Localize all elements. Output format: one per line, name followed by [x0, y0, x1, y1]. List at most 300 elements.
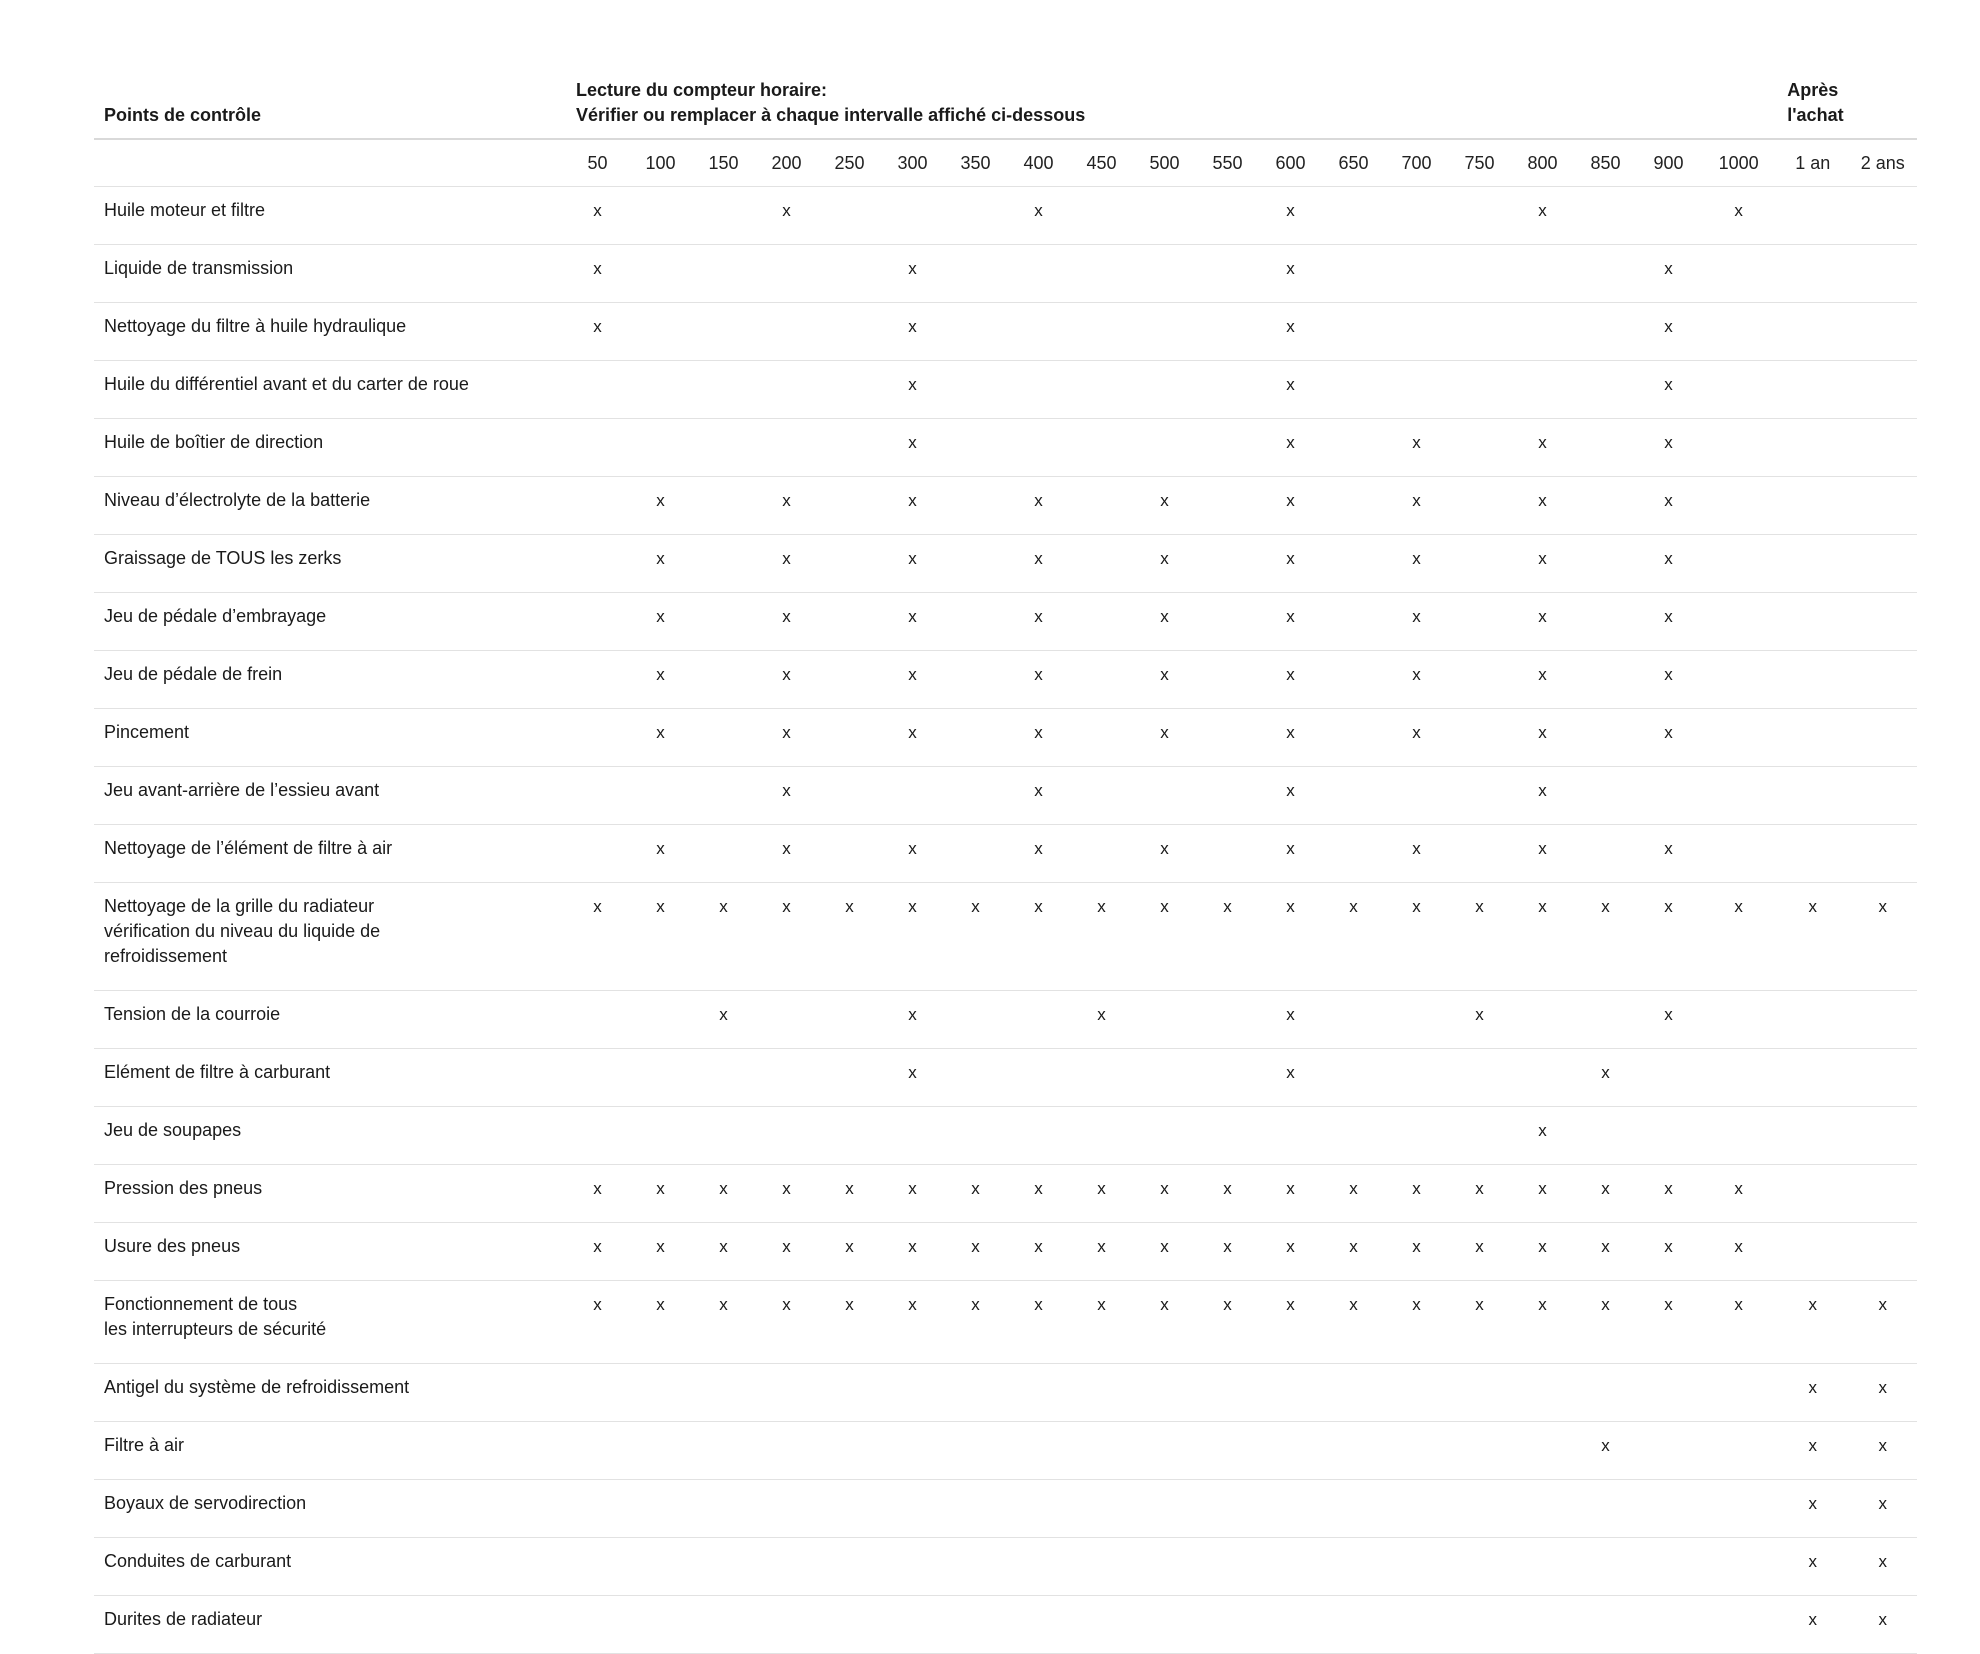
interval-check-mark: x [881, 419, 944, 477]
interval-empty-cell [1637, 767, 1700, 825]
interval-check-mark: x [1637, 991, 1700, 1049]
interval-empty-cell [692, 1364, 755, 1422]
interval-empty-cell [629, 1107, 692, 1165]
interval-empty-cell [1070, 477, 1133, 535]
interval-empty-cell [1511, 991, 1574, 1049]
interval-empty-cell [1574, 767, 1637, 825]
control-point-label-line: Fonctionnement de tous [104, 1294, 298, 1314]
interval-check-mark: x [818, 1223, 881, 1281]
interval-check-mark: x [944, 1281, 1007, 1364]
interval-empty-cell [1511, 303, 1574, 361]
interval-empty-cell [1196, 651, 1259, 709]
interval-empty-cell [1070, 767, 1133, 825]
interval-empty-cell [881, 767, 944, 825]
interval-empty-cell [692, 535, 755, 593]
interval-check-mark: x [1511, 419, 1574, 477]
interval-check-mark: x [629, 1223, 692, 1281]
interval-empty-cell [755, 1049, 818, 1107]
interval-check-mark: x [881, 883, 944, 991]
interval-empty-cell [1070, 1538, 1133, 1596]
interval-empty-cell [944, 593, 1007, 651]
interval-empty-cell [1848, 303, 1917, 361]
interval-empty-cell [1385, 1596, 1448, 1654]
interval-check-mark: x [1133, 883, 1196, 991]
interval-label: 450 [1070, 139, 1133, 187]
interval-empty-cell [1322, 187, 1385, 245]
interval-check-mark: x [1777, 1596, 1848, 1654]
interval-check-mark: x [629, 825, 692, 883]
interval-empty-cell [1448, 535, 1511, 593]
interval-empty-cell [1777, 245, 1848, 303]
interval-empty-cell [566, 1107, 629, 1165]
interval-check-mark: x [1259, 825, 1322, 883]
interval-empty-cell [566, 593, 629, 651]
interval-empty-cell [1848, 1223, 1917, 1281]
interval-empty-cell [944, 187, 1007, 245]
interval-check-mark: x [1511, 1165, 1574, 1223]
control-point-label-line: Conduites de carburant [104, 1551, 292, 1571]
interval-empty-cell [1700, 767, 1777, 825]
interval-check-mark: x [1259, 1049, 1322, 1107]
interval-empty-cell [1322, 1596, 1385, 1654]
interval-empty-cell [1777, 1049, 1848, 1107]
interval-empty-cell [629, 1049, 692, 1107]
interval-check-mark: x [1637, 535, 1700, 593]
interval-check-mark: x [1385, 477, 1448, 535]
interval-empty-cell [1385, 361, 1448, 419]
interval-empty-cell [1448, 245, 1511, 303]
interval-empty-cell [1700, 991, 1777, 1049]
interval-check-mark: x [1007, 825, 1070, 883]
control-point-label-line: Tension de la courroie [104, 1004, 281, 1024]
interval-empty-cell [566, 535, 629, 593]
interval-empty-cell [818, 361, 881, 419]
control-point-label [94, 1107, 566, 1165]
interval-check-mark: x [1777, 1538, 1848, 1596]
interval-empty-cell [629, 419, 692, 477]
interval-empty-cell [1007, 991, 1070, 1049]
interval-empty-cell [1385, 187, 1448, 245]
interval-check-mark: x [881, 1281, 944, 1364]
interval-empty-cell [692, 187, 755, 245]
interval-check-mark: x [1259, 1165, 1322, 1223]
interval-empty-cell [818, 419, 881, 477]
control-point-label-line: Graissage de TOUS les zerks [104, 548, 342, 568]
interval-empty-cell [818, 245, 881, 303]
interval-check-mark: x [1196, 1223, 1259, 1281]
interval-label: 1000 [1700, 139, 1777, 187]
interval-empty-cell [1448, 477, 1511, 535]
control-point-label [94, 1596, 566, 1654]
control-point-row [94, 187, 1917, 245]
interval-check-mark: x [944, 883, 1007, 991]
interval-check-mark: x [818, 1281, 881, 1364]
interval-check-mark: x [1133, 825, 1196, 883]
interval-check-mark: x [1070, 1281, 1133, 1364]
interval-empty-cell [629, 245, 692, 303]
interval-empty-cell [692, 419, 755, 477]
interval-check-mark: x [881, 825, 944, 883]
interval-empty-cell [1511, 1596, 1574, 1654]
interval-empty-cell [1700, 1107, 1777, 1165]
control-point-label [94, 883, 566, 991]
interval-empty-cell [1070, 1480, 1133, 1538]
interval-check-mark: x [1385, 651, 1448, 709]
interval-check-mark: x [1259, 1223, 1322, 1281]
interval-check-mark: x [1133, 1165, 1196, 1223]
interval-empty-cell [818, 1049, 881, 1107]
interval-empty-cell [755, 245, 818, 303]
interval-check-mark: x [755, 535, 818, 593]
control-point-row [94, 593, 1917, 651]
interval-empty-cell [1070, 1049, 1133, 1107]
interval-check-mark: x [755, 187, 818, 245]
interval-empty-cell [1196, 593, 1259, 651]
interval-check-mark: x [1133, 1281, 1196, 1364]
interval-label: 750 [1448, 139, 1511, 187]
interval-empty-cell [1848, 419, 1917, 477]
interval-empty-cell [629, 991, 692, 1049]
interval-check-mark: x [1848, 883, 1917, 991]
interval-empty-cell [1007, 419, 1070, 477]
interval-empty-cell [692, 361, 755, 419]
interval-empty-cell [881, 187, 944, 245]
interval-empty-cell [1196, 825, 1259, 883]
interval-empty-cell [629, 187, 692, 245]
interval-empty-cell [1133, 991, 1196, 1049]
interval-empty-cell [1448, 709, 1511, 767]
interval-empty-cell [1196, 187, 1259, 245]
interval-empty-cell [566, 651, 629, 709]
control-point-label [94, 419, 566, 477]
interval-empty-cell [629, 1364, 692, 1422]
interval-check-mark: x [629, 883, 692, 991]
interval-label: 300 [881, 139, 944, 187]
interval-check-mark: x [1637, 825, 1700, 883]
interval-empty-cell [1777, 1223, 1848, 1281]
interval-empty-cell [1448, 419, 1511, 477]
interval-empty-cell [944, 245, 1007, 303]
interval-empty-cell [1133, 245, 1196, 303]
interval-empty-cell [1196, 991, 1259, 1049]
interval-check-mark: x [1007, 767, 1070, 825]
interval-empty-cell [818, 535, 881, 593]
interval-empty-cell [944, 709, 1007, 767]
header-row [94, 60, 1917, 139]
interval-empty-cell [1574, 709, 1637, 767]
control-point-label-line: Durites de radiateur [104, 1609, 263, 1629]
interval-empty-cell [1574, 477, 1637, 535]
interval-empty-cell [1133, 1049, 1196, 1107]
interval-check-mark: x [629, 651, 692, 709]
interval-empty-cell [1259, 1538, 1322, 1596]
interval-check-mark: x [1259, 709, 1322, 767]
control-point-row [94, 1281, 1917, 1364]
maintenance-schedule-table [94, 60, 1917, 1654]
interval-empty-cell [1196, 709, 1259, 767]
interval-empty-cell [629, 303, 692, 361]
interval-empty-cell [1574, 245, 1637, 303]
interval-check-mark: x [1448, 883, 1511, 991]
interval-empty-cell [629, 361, 692, 419]
interval-check-mark: x [755, 709, 818, 767]
interval-empty-cell [944, 1107, 1007, 1165]
interval-check-mark: x [629, 709, 692, 767]
control-point-row [94, 883, 1917, 991]
control-point-label-line: Usure des pneus [104, 1236, 241, 1256]
interval-check-mark: x [1007, 535, 1070, 593]
interval-check-mark: x [1259, 303, 1322, 361]
interval-empty-cell [1637, 1049, 1700, 1107]
control-point-label [94, 361, 566, 419]
interval-check-mark: x [1448, 1281, 1511, 1364]
interval-empty-cell [944, 477, 1007, 535]
interval-empty-cell [881, 1480, 944, 1538]
interval-check-mark: x [1007, 709, 1070, 767]
interval-empty-cell [1511, 245, 1574, 303]
interval-empty-cell [1700, 245, 1777, 303]
control-point-label [94, 651, 566, 709]
interval-empty-cell [944, 991, 1007, 1049]
interval-empty-cell [881, 1538, 944, 1596]
control-point-row [94, 361, 1917, 419]
interval-empty-cell [818, 709, 881, 767]
interval-empty-cell [818, 1107, 881, 1165]
interval-empty-cell [1322, 767, 1385, 825]
control-point-row [94, 767, 1917, 825]
interval-empty-cell [1133, 303, 1196, 361]
interval-empty-cell [1700, 1422, 1777, 1480]
interval-check-mark: x [1322, 1281, 1385, 1364]
interval-empty-cell [1448, 1422, 1511, 1480]
interval-check-mark: x [1259, 187, 1322, 245]
control-point-label-line: Pincement [104, 722, 190, 742]
interval-empty-cell [1637, 1107, 1700, 1165]
interval-empty-cell [1511, 1049, 1574, 1107]
interval-empty-cell [1259, 1596, 1322, 1654]
interval-empty-cell [1448, 825, 1511, 883]
interval-row [94, 139, 1917, 187]
interval-empty-cell [1511, 361, 1574, 419]
after-purchase-header [1777, 60, 1917, 139]
interval-empty-cell [1777, 709, 1848, 767]
control-point-label-line: Nettoyage de l’élément de filtre à air [104, 838, 393, 858]
control-point-label [94, 187, 566, 245]
interval-empty-cell [818, 1422, 881, 1480]
interval-empty-cell [1848, 1107, 1917, 1165]
interval-check-mark: x [1777, 1480, 1848, 1538]
interval-empty-cell [755, 1422, 818, 1480]
interval-empty-cell [1700, 419, 1777, 477]
interval-empty-cell [1196, 1538, 1259, 1596]
control-point-label [94, 825, 566, 883]
interval-empty-cell [629, 767, 692, 825]
interval-empty-cell [1259, 1107, 1322, 1165]
interval-check-mark: x [566, 1223, 629, 1281]
interval-empty-cell [1385, 303, 1448, 361]
control-point-row [94, 303, 1917, 361]
interval-check-mark: x [1259, 361, 1322, 419]
interval-empty-cell [1574, 187, 1637, 245]
interval-empty-cell [1448, 1049, 1511, 1107]
interval-check-mark: x [629, 593, 692, 651]
control-point-label-line: Filtre à air [104, 1435, 185, 1455]
interval-check-mark: x [881, 535, 944, 593]
interval-empty-cell [1070, 1422, 1133, 1480]
control-point-label [94, 1422, 566, 1480]
interval-check-mark: x [1574, 1281, 1637, 1364]
interval-empty-cell [944, 303, 1007, 361]
control-point-label [94, 535, 566, 593]
interval-row-spacer [94, 139, 566, 187]
control-point-label-line: Nettoyage du filtre à huile hydraulique [104, 316, 407, 336]
control-point-label [94, 1480, 566, 1538]
interval-empty-cell [818, 303, 881, 361]
interval-empty-cell [629, 1538, 692, 1596]
interval-empty-cell [755, 1596, 818, 1654]
interval-empty-cell [755, 303, 818, 361]
interval-empty-cell [1259, 1480, 1322, 1538]
interval-empty-cell [1700, 1538, 1777, 1596]
control-point-label-line: Nettoyage de la grille du radiateur [104, 896, 375, 916]
interval-check-mark: x [1385, 825, 1448, 883]
control-point-row [94, 1223, 1917, 1281]
interval-empty-cell [1070, 419, 1133, 477]
control-point-row [94, 1107, 1917, 1165]
interval-empty-cell [1322, 245, 1385, 303]
interval-empty-cell [1848, 1049, 1917, 1107]
interval-empty-cell [1700, 825, 1777, 883]
interval-check-mark: x [1511, 535, 1574, 593]
interval-check-mark: x [1511, 1107, 1574, 1165]
interval-empty-cell [1574, 1538, 1637, 1596]
interval-empty-cell [1007, 1364, 1070, 1422]
interval-check-mark: x [1133, 709, 1196, 767]
interval-empty-cell [944, 767, 1007, 825]
interval-check-mark: x [1007, 1281, 1070, 1364]
interval-empty-cell [1848, 767, 1917, 825]
interval-check-mark: x [1259, 991, 1322, 1049]
interval-empty-cell [755, 361, 818, 419]
interval-label: 600 [1259, 139, 1322, 187]
interval-empty-cell [1322, 991, 1385, 1049]
interval-empty-cell [1385, 245, 1448, 303]
interval-empty-cell [1448, 303, 1511, 361]
interval-empty-cell [1848, 709, 1917, 767]
interval-empty-cell [1133, 1107, 1196, 1165]
control-point-label-line: Huile de boîtier de direction [104, 432, 324, 452]
interval-empty-cell [566, 991, 629, 1049]
interval-empty-cell [1070, 1596, 1133, 1654]
interval-empty-cell [1848, 187, 1917, 245]
interval-empty-cell [1070, 303, 1133, 361]
interval-empty-cell [1007, 1596, 1070, 1654]
interval-empty-cell [1574, 303, 1637, 361]
interval-empty-cell [944, 1422, 1007, 1480]
interval-empty-cell [692, 1480, 755, 1538]
interval-check-mark: x [1259, 535, 1322, 593]
interval-check-mark: x [1777, 1422, 1848, 1480]
interval-check-mark: x [566, 245, 629, 303]
interval-empty-cell [818, 767, 881, 825]
interval-empty-cell [629, 1596, 692, 1654]
interval-empty-cell [692, 825, 755, 883]
interval-check-mark: x [566, 303, 629, 361]
interval-check-mark: x [755, 477, 818, 535]
interval-empty-cell [1574, 593, 1637, 651]
interval-check-mark: x [1133, 1223, 1196, 1281]
hour-meter-header [566, 60, 1777, 139]
interval-empty-cell [1259, 1364, 1322, 1422]
interval-check-mark: x [1637, 361, 1700, 419]
interval-check-mark: x [1385, 419, 1448, 477]
interval-empty-cell [1777, 825, 1848, 883]
control-point-label-line: Liquide de transmission [104, 258, 294, 278]
interval-empty-cell [818, 1480, 881, 1538]
interval-check-mark: x [692, 1223, 755, 1281]
interval-check-mark: x [1637, 477, 1700, 535]
interval-label: 800 [1511, 139, 1574, 187]
interval-empty-cell [1322, 1538, 1385, 1596]
interval-check-mark: x [1637, 651, 1700, 709]
control-point-label [94, 1364, 566, 1422]
interval-empty-cell [1637, 1538, 1700, 1596]
interval-empty-cell [1385, 991, 1448, 1049]
interval-empty-cell [566, 419, 629, 477]
interval-check-mark: x [818, 1165, 881, 1223]
interval-empty-cell [1070, 535, 1133, 593]
interval-check-mark: x [566, 883, 629, 991]
interval-check-mark: x [1259, 419, 1322, 477]
interval-check-mark: x [1133, 535, 1196, 593]
control-point-label-line: refroidissement [104, 946, 228, 966]
interval-empty-cell [1322, 1480, 1385, 1538]
control-point-label [94, 991, 566, 1049]
interval-check-mark: x [1259, 767, 1322, 825]
interval-empty-cell [692, 1538, 755, 1596]
control-point-row [94, 1049, 1917, 1107]
interval-check-mark: x [1007, 1165, 1070, 1223]
interval-empty-cell [1133, 187, 1196, 245]
control-point-row [94, 245, 1917, 303]
interval-empty-cell [1196, 1480, 1259, 1538]
interval-empty-cell [944, 1364, 1007, 1422]
interval-check-mark: x [1385, 883, 1448, 991]
interval-empty-cell [1848, 245, 1917, 303]
control-point-row [94, 991, 1917, 1049]
interval-check-mark: x [629, 1165, 692, 1223]
interval-empty-cell [1070, 651, 1133, 709]
interval-empty-cell [1574, 1107, 1637, 1165]
interval-empty-cell [1448, 187, 1511, 245]
interval-label: 1 an [1777, 139, 1848, 187]
interval-empty-cell [1574, 1596, 1637, 1654]
interval-empty-cell [881, 1364, 944, 1422]
interval-check-mark: x [566, 187, 629, 245]
interval-check-mark: x [881, 991, 944, 1049]
interval-empty-cell [1777, 361, 1848, 419]
interval-empty-cell [1322, 1364, 1385, 1422]
interval-check-mark: x [881, 1165, 944, 1223]
interval-empty-cell [881, 1107, 944, 1165]
interval-check-mark: x [1511, 593, 1574, 651]
control-point-label-line: Huile moteur et filtre [104, 200, 266, 220]
interval-empty-cell [818, 477, 881, 535]
interval-empty-cell [1007, 1480, 1070, 1538]
interval-empty-cell [1700, 535, 1777, 593]
interval-empty-cell [1848, 991, 1917, 1049]
control-point-label [94, 1281, 566, 1364]
